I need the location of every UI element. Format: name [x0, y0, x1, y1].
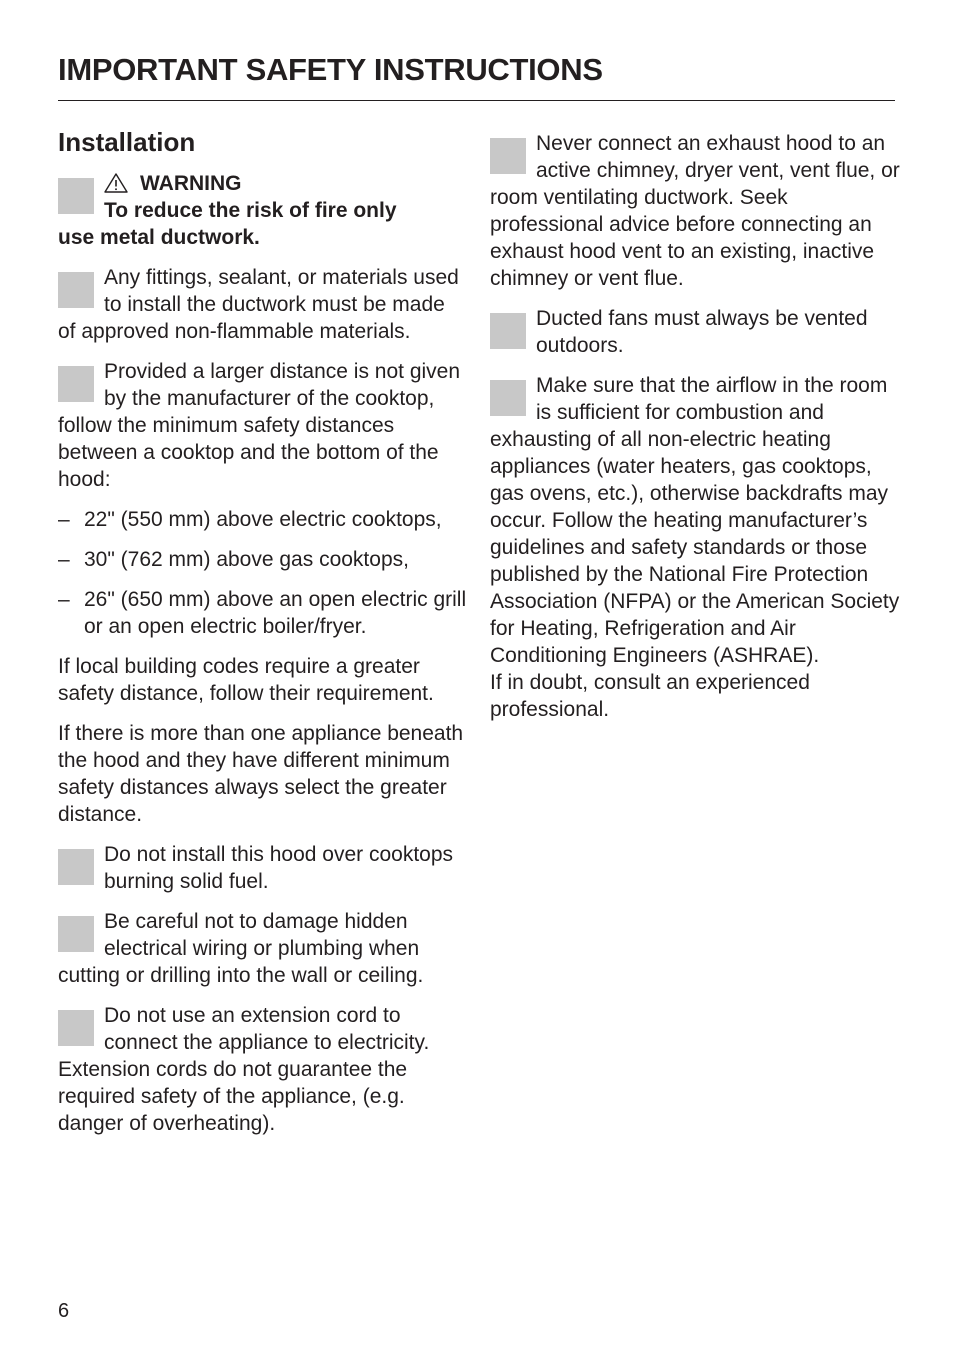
bullet-square	[58, 849, 94, 885]
warning-label-line	[58, 170, 468, 197]
dash-bullet: –	[58, 548, 70, 571]
instruction-block	[58, 264, 468, 345]
page-number: 6	[58, 1300, 70, 1322]
instruction-text: Never connect an exhaust hood to an active chimney, dryer vent, vent flue, or room ventilating ductwork. Seek professional advice before connecting an exhaust hood vent to an existing, inactive chimney or vent flue.	[490, 132, 900, 290]
warning-block	[58, 170, 468, 251]
instruction-block	[490, 130, 900, 292]
distance-list-item	[58, 546, 468, 573]
instruction-text: Ducted fans must always be vented outdoors.	[536, 307, 868, 357]
page-header	[58, 50, 895, 90]
bullet-square	[58, 366, 94, 402]
distance-text: 22" (550 mm) above electric cooktops,	[84, 508, 442, 531]
dash-bullet: –	[58, 508, 70, 531]
instruction-block	[58, 358, 468, 493]
instruction-text: Be careful not to damage hidden electrical wiring or plumbing when cutting or drilling into the wall or ceiling.	[58, 910, 424, 987]
bullet-square	[490, 138, 526, 174]
instruction-text: Do not use an extension cord to connect the appliance to electricity. Extension cords do not guarantee the required safety of the appliance, (e.g. danger of overheating).	[58, 1004, 430, 1135]
section-heading: Installation	[58, 127, 196, 157]
warning-text-line2: use metal ductwork.	[58, 226, 260, 249]
distance-text: 30" (762 mm) above gas cooktops,	[84, 548, 409, 571]
bullet-square	[58, 916, 94, 952]
dash-bullet: –	[58, 588, 70, 611]
page-title: IMPORTANT SAFETY INSTRUCTIONS	[58, 52, 603, 87]
paragraph: If there is more than one appliance beneath the hood and they have different minimum safety distances always select the greater distance.	[58, 722, 464, 826]
bullet-square	[58, 1010, 94, 1046]
instruction-text: Make sure that the airflow in the room is sufficient for combustion and exhausting of all non-electric heating appliances (water heaters, gas cooktops, gas ovens, etc.), otherwise backdrafts may occur. Follow the heating manufacturer’s guidelines and safety standards or those published by the National Fire Protection Association (NFPA) or the American Society for Heating, Refrigeration and Air Conditioning Engineers (ASHRAE).	[490, 374, 900, 667]
instruction-block	[58, 908, 468, 989]
warning-triangle-icon	[104, 173, 128, 193]
distance-list-item	[58, 506, 468, 533]
distance-text: 26" (650 mm) above an open electric grill or an open electric boiler/fryer.	[84, 588, 467, 638]
header-divider	[58, 100, 895, 101]
distance-list-item	[58, 586, 468, 640]
bullet-square	[490, 313, 526, 349]
left-column	[58, 122, 468, 1150]
instruction-text: Provided a larger distance is not given by the manufacturer of the cooktop, follow the minimum safety distances between a cooktop and the bottom of the hood:	[58, 360, 461, 491]
instruction-note: If in doubt, consult an experienced professional.	[490, 671, 810, 721]
bullet-square	[490, 380, 526, 416]
instruction-text: Any fittings, sealant, or materials used to install the ductwork must be made of approved non-flammable materials.	[58, 266, 459, 343]
bullet-square	[58, 178, 94, 214]
instruction-block	[490, 305, 900, 359]
paragraph: If local building codes require a greater safety distance, follow their requirement.	[58, 655, 434, 705]
instruction-block	[490, 372, 900, 723]
bullet-square	[58, 272, 94, 308]
instruction-block	[58, 841, 468, 895]
instruction-block	[58, 1002, 468, 1137]
right-column	[490, 130, 900, 736]
warning-text-line1: To reduce the risk of fire only	[104, 199, 397, 222]
warning-label: WARNING	[140, 172, 242, 195]
instruction-text: Do not install this hood over cooktops burning solid fuel.	[104, 843, 454, 893]
